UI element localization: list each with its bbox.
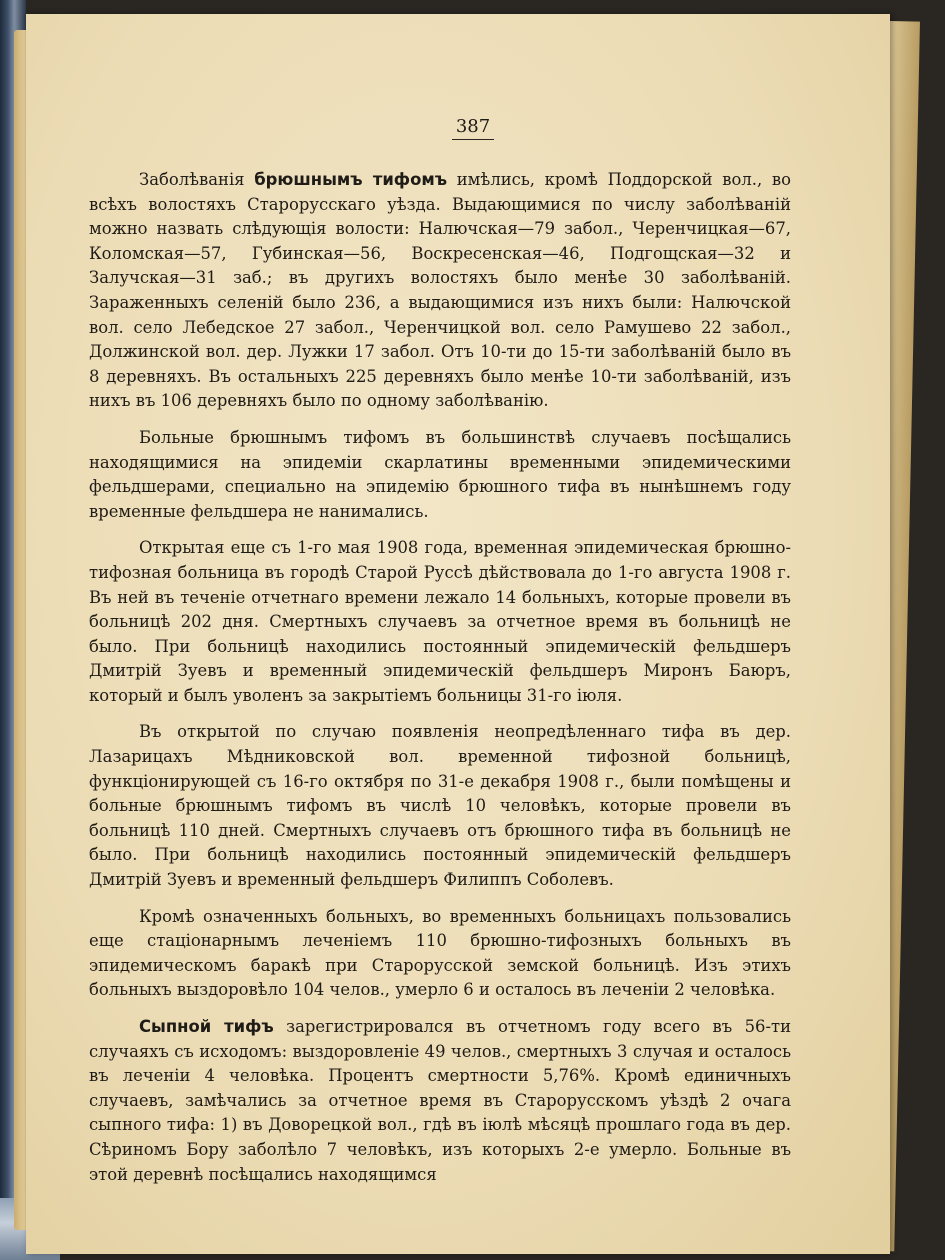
- paragraph-text: Заболѣванія: [139, 170, 255, 189]
- paragraph: [89, 168, 791, 414]
- bold-term-typhus: Сыпной тифъ: [139, 1017, 274, 1036]
- book-page: [26, 14, 890, 1254]
- paragraph-text: имѣлись, кромѣ Поддорской вол., во всѣхъ волостяхъ Старорусскаго уѣзда. Выдающимися по числу заболѣваній можно назвать слѣдующія волости: Налючская—79 забол., Черенчицкая—67, Коломская—57, Губинская—56, Воскресенская—46, Подгощская—32 и Залучская—31 заб.; въ другихъ волостяхъ было менѣе 30 заболѣваній. Зараженныхъ селеній было 236, а выдающимися изъ нихъ были: Налючской вол. село Лебедское 27 забол., Черенчицкой вол. село Рамушево 22 забол., Должинской вол. дер. Лужки 17 забол. Отъ 10-ти до 15-ти заболѣваній было въ 8 деревняхъ. Въ остальныхъ 225 деревняхъ было менѣе 10-ти заболѣваній, изъ нихъ въ 106 деревняхъ было по одному заболѣванію.: [89, 170, 791, 411]
- paragraph-text: Открытая еще съ 1-го мая 1908 года, временная эпидемическая брюшно-тифозная больница въ городѣ Старой Руссѣ дѣйствовала до 1-го августа 1908 г. Въ ней въ теченіе отчетнаго времени лежало 14 больныхъ, которые провели въ больницѣ 202 дня. Смертныхъ случаевъ за отчетное время въ больницѣ не было. При больницѣ находились постоянный эпидемическій фельдшеръ Дмитрій Зуевъ и временный эпидемическій фельдшеръ Миронъ Баюръ, который и былъ уволенъ за закрытіемъ больницы 31-го іюля.: [89, 538, 791, 705]
- paragraph: [89, 1015, 791, 1187]
- paragraph-text: Кромѣ означенныхъ больныхъ, во временныхъ больницахъ пользовались еще стаціонарнымъ леченіемъ 110 брюшно-тифозныхъ больныхъ въ эпидемическомъ баракѣ при Старорусской земской больницѣ. Изъ этихъ больныхъ выздоровѣло 104 челов., умерло 6 и осталось въ леченіи 2 человѣка.: [89, 906, 791, 1000]
- paragraph-text: Больные брюшнымъ тифомъ въ большинствѣ случаевъ посѣщались находящимися на эпидеміи скарлатины временными эпидемическими фельдшерами, специально на эпидемію брюшного тифа въ нынѣшнемъ году временные фельдшера не нанимались.: [89, 427, 791, 521]
- page-text-block: [89, 168, 791, 1199]
- page-number: 387: [452, 116, 494, 140]
- paragraph-text: зарегистрировался въ отчетномъ году всего въ 56-ти случаяхъ съ исходомъ: выздоровленіе 49 челов., смертныхъ 3 случая и осталось въ леченіи 4 человѣка. Процентъ смертности 5,76%. Кромѣ единичныхъ случаевъ, замѣчались за отчетное время въ Старорусскомъ уѣздѣ 2 очага сыпного тифа: 1) въ Доворецкой вол., гдѣ въ іюлѣ мѣсяцѣ прошлаго года въ дер. Сѣриномъ Бору заболѣло 7 человѣкъ, изъ которыхъ 2-е умерло. Больные въ этой деревнѣ посѣщались находящимся: [89, 1017, 792, 1184]
- bold-term-typhoid: брюшнымъ тифомъ: [254, 170, 448, 189]
- paragraph: [89, 536, 791, 708]
- paragraph: [89, 720, 791, 892]
- paragraph-text: Въ открытой по случаю появленія неопредѣленнаго тифа въ дер. Лазарицахъ Мѣдниковской вол. временной тифозной больницѣ, функціонирующей съ 16-го октября по 31-е декабря 1908 г., были помѣщены и больные брюшнымъ тифомъ въ числѣ 10 человѣкъ, которые провели въ больницѣ 110 дней. Смертныхъ случаевъ отъ брюшного тифа въ больницѣ не было. При больницѣ находились постоянный эпидемическій фельдшеръ Дмитрій Зуевъ и временный фельдшеръ Филиппъ Соболевъ.: [89, 722, 791, 890]
- paragraph: [89, 905, 791, 1003]
- paragraph: [89, 426, 791, 524]
- page-number-container: [26, 116, 890, 140]
